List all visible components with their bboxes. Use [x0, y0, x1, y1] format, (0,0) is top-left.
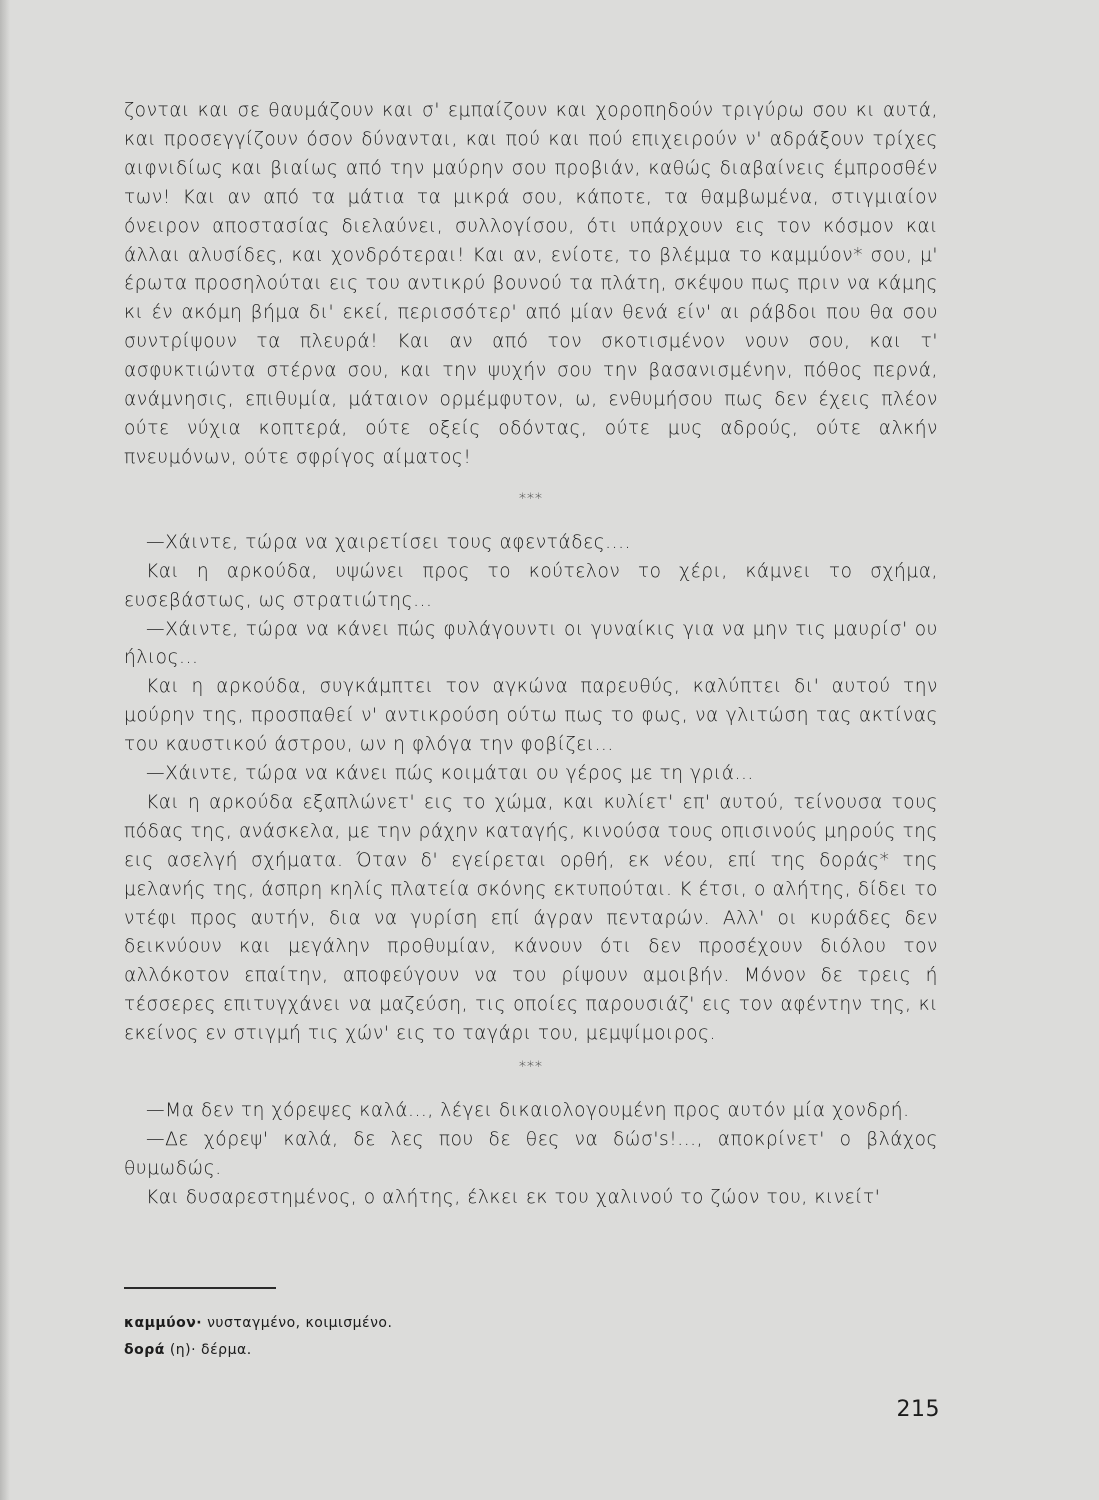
section-separator: *** [519, 490, 543, 507]
narration-paragraph: Και η αρκούδα εξαπλώνετ' εις το χώμα, και κυλίετ' επ' αυτού, τείνουσα τους πόδας της, ανάσκελα, με την ράχην καταγής, κινούσα τους οπισινούς μηρούς της εις ασελγή σχήματα. Όταν δ' εγείρεται ορθή, εκ νέου, επί της δοράς* της μελανής της, άσπρη κηλίς πλατεία σκόνης εκτυπούται. Κ έτσι, ο αλήτης, δίδει το ντέφι προς αυτήν, δια να γυρίση επί άγραν πενταρών. Αλλ' οι κυράδες δεν δεικνύουν και μεγάλην προθυμίαν, κάνουν ότι δεν προσέχουν διόλου τον αλλόκοτον επαίτην, αποφεύγουν να του ρίψουν αμοιβήν. Μόνον δε τρεις ή τέσσερες επιτυγχάνει να μαζεύση, τις οποίες παρουσιάζ' εις τον αφέντην της, κι εκείνος εν στιγμή τις χών' εις το ταγάρι του, μεμψίμοιρος. [124, 791, 938, 1045]
footnote-item: δορά (η)· δέρμα. [124, 1342, 252, 1358]
footnotes [124, 1310, 824, 1364]
footnote-grammar: (η) [169, 1342, 192, 1358]
footnote-item: καμμύον· νυσταγμένο, κοιμισμένο. [124, 1315, 393, 1331]
dialogue-line: —Χάιντε, τώρα να κάνει πώς φυλάγουντι οι γυναίκις για να μην τις μαυρίσ' ου ήλιος... [124, 618, 938, 669]
dialogue-line: —Δε χόρεψ' καλά, δε λες που δε θες να δώσ's!..., αποκρίνετ' ο βλάχος θυμωδώς. [124, 1129, 938, 1179]
paragraph: ζονται και σε θαυμάζουν και σ' εμπαίζουν και χοροπηδούν τριγύρω σου κι αυτά, και προσεγγίζουν όσον δύνανται, και πού και πού επιχειρούν ν' αδράξουν τρίχες αιφνιδίως και βιαίως από την μαύρην σου προβιάν, καθώς διαβαίνεις έμπροσθέν των! Και αν από τα μάτια τα μικρά σου, κάποτε, τα θαμβωμένα, στιγμιαίον όνειρον αποστασίας διελαύνει, συλλογίσου, ότι υπάρχουν εις τον κόσμον και άλλαι αλυσίδες, και χονδρότεραι! Και αν, ενίοτε, το βλέμμα το καμμύον* σου, μ' έρωτα προσηλούται εις του αντικρύ βουνού τα πλάτη, σκέψου πως πριν να κάμης κι έν ακόμη βήμα δι' εκεί, περισσότερ' από μίαν θενά είν' αι ράβδοι που θα σου συντρίψουν τα πλευρά! Και αν από τον σκοτισμένον νουν σου, και τ' ασφυκτιώντα στέρνα σου, και την ψυχήν σου την βασανισμένην, πόθος περνά, ανάμνησις, επιθυμία, μάταιον ορμέμφυτον, ω, ενθυμήσου πως δεν έχεις πλέον ούτε νύχια κοπτερά, ούτε οξείς οδόντας, ούτε μυς αδρούς, ούτε αλκήν πνευμόνων, ούτε σφρίγος αίματος! [124, 100, 938, 468]
page-number: 215 [896, 1397, 940, 1422]
narration-paragraph: Και η αρκούδα, συγκάμπτει τον αγκώνα παρευθύς, καλύπτει δι' αυτού την μούρην της, προσπαθεί ν' αντικρούση ούτω πως το φως, να γλιτώση τας ακτίνας του καυστικού άστρου, ων η φλόγα την φοβίζει... [124, 676, 938, 756]
section-separator: *** [519, 1059, 543, 1076]
footnote-definition: δέρμα. [201, 1342, 252, 1358]
footnote-term: δορά [124, 1342, 165, 1358]
dialogue-line: —Χάιντε, τώρα να χαιρετίσει τους αφεντάδες.... [146, 531, 632, 553]
dialogue-line: —Χάιντε, τώρα να κάνει πώς κοιμάται ου γέρος με τη γριά... [146, 763, 754, 785]
dialogue-line: —Μα δεν τη χόρεψες καλά..., λέγει δικαιολογουμένη προς αυτόν μία χονδρή. [146, 1100, 910, 1122]
footnote-divider [124, 1287, 276, 1289]
footnote-definition: νυσταγμένο, κοιμισμένο. [207, 1315, 393, 1331]
footnote-term: καμμύον [124, 1315, 197, 1331]
narration-paragraph: Και δυσαρεστημένος, ο αλήτης, έλκει εκ του χαλινού το ζώον του, κινείτ' [146, 1186, 881, 1208]
narration-paragraph: Και η αρκούδα, υψώνει προς το κούτελον το χέρι, κάμνει το σχήμα, ευσεβάστως, ως στρατιώτης... [124, 560, 938, 611]
body-text [124, 97, 938, 1213]
